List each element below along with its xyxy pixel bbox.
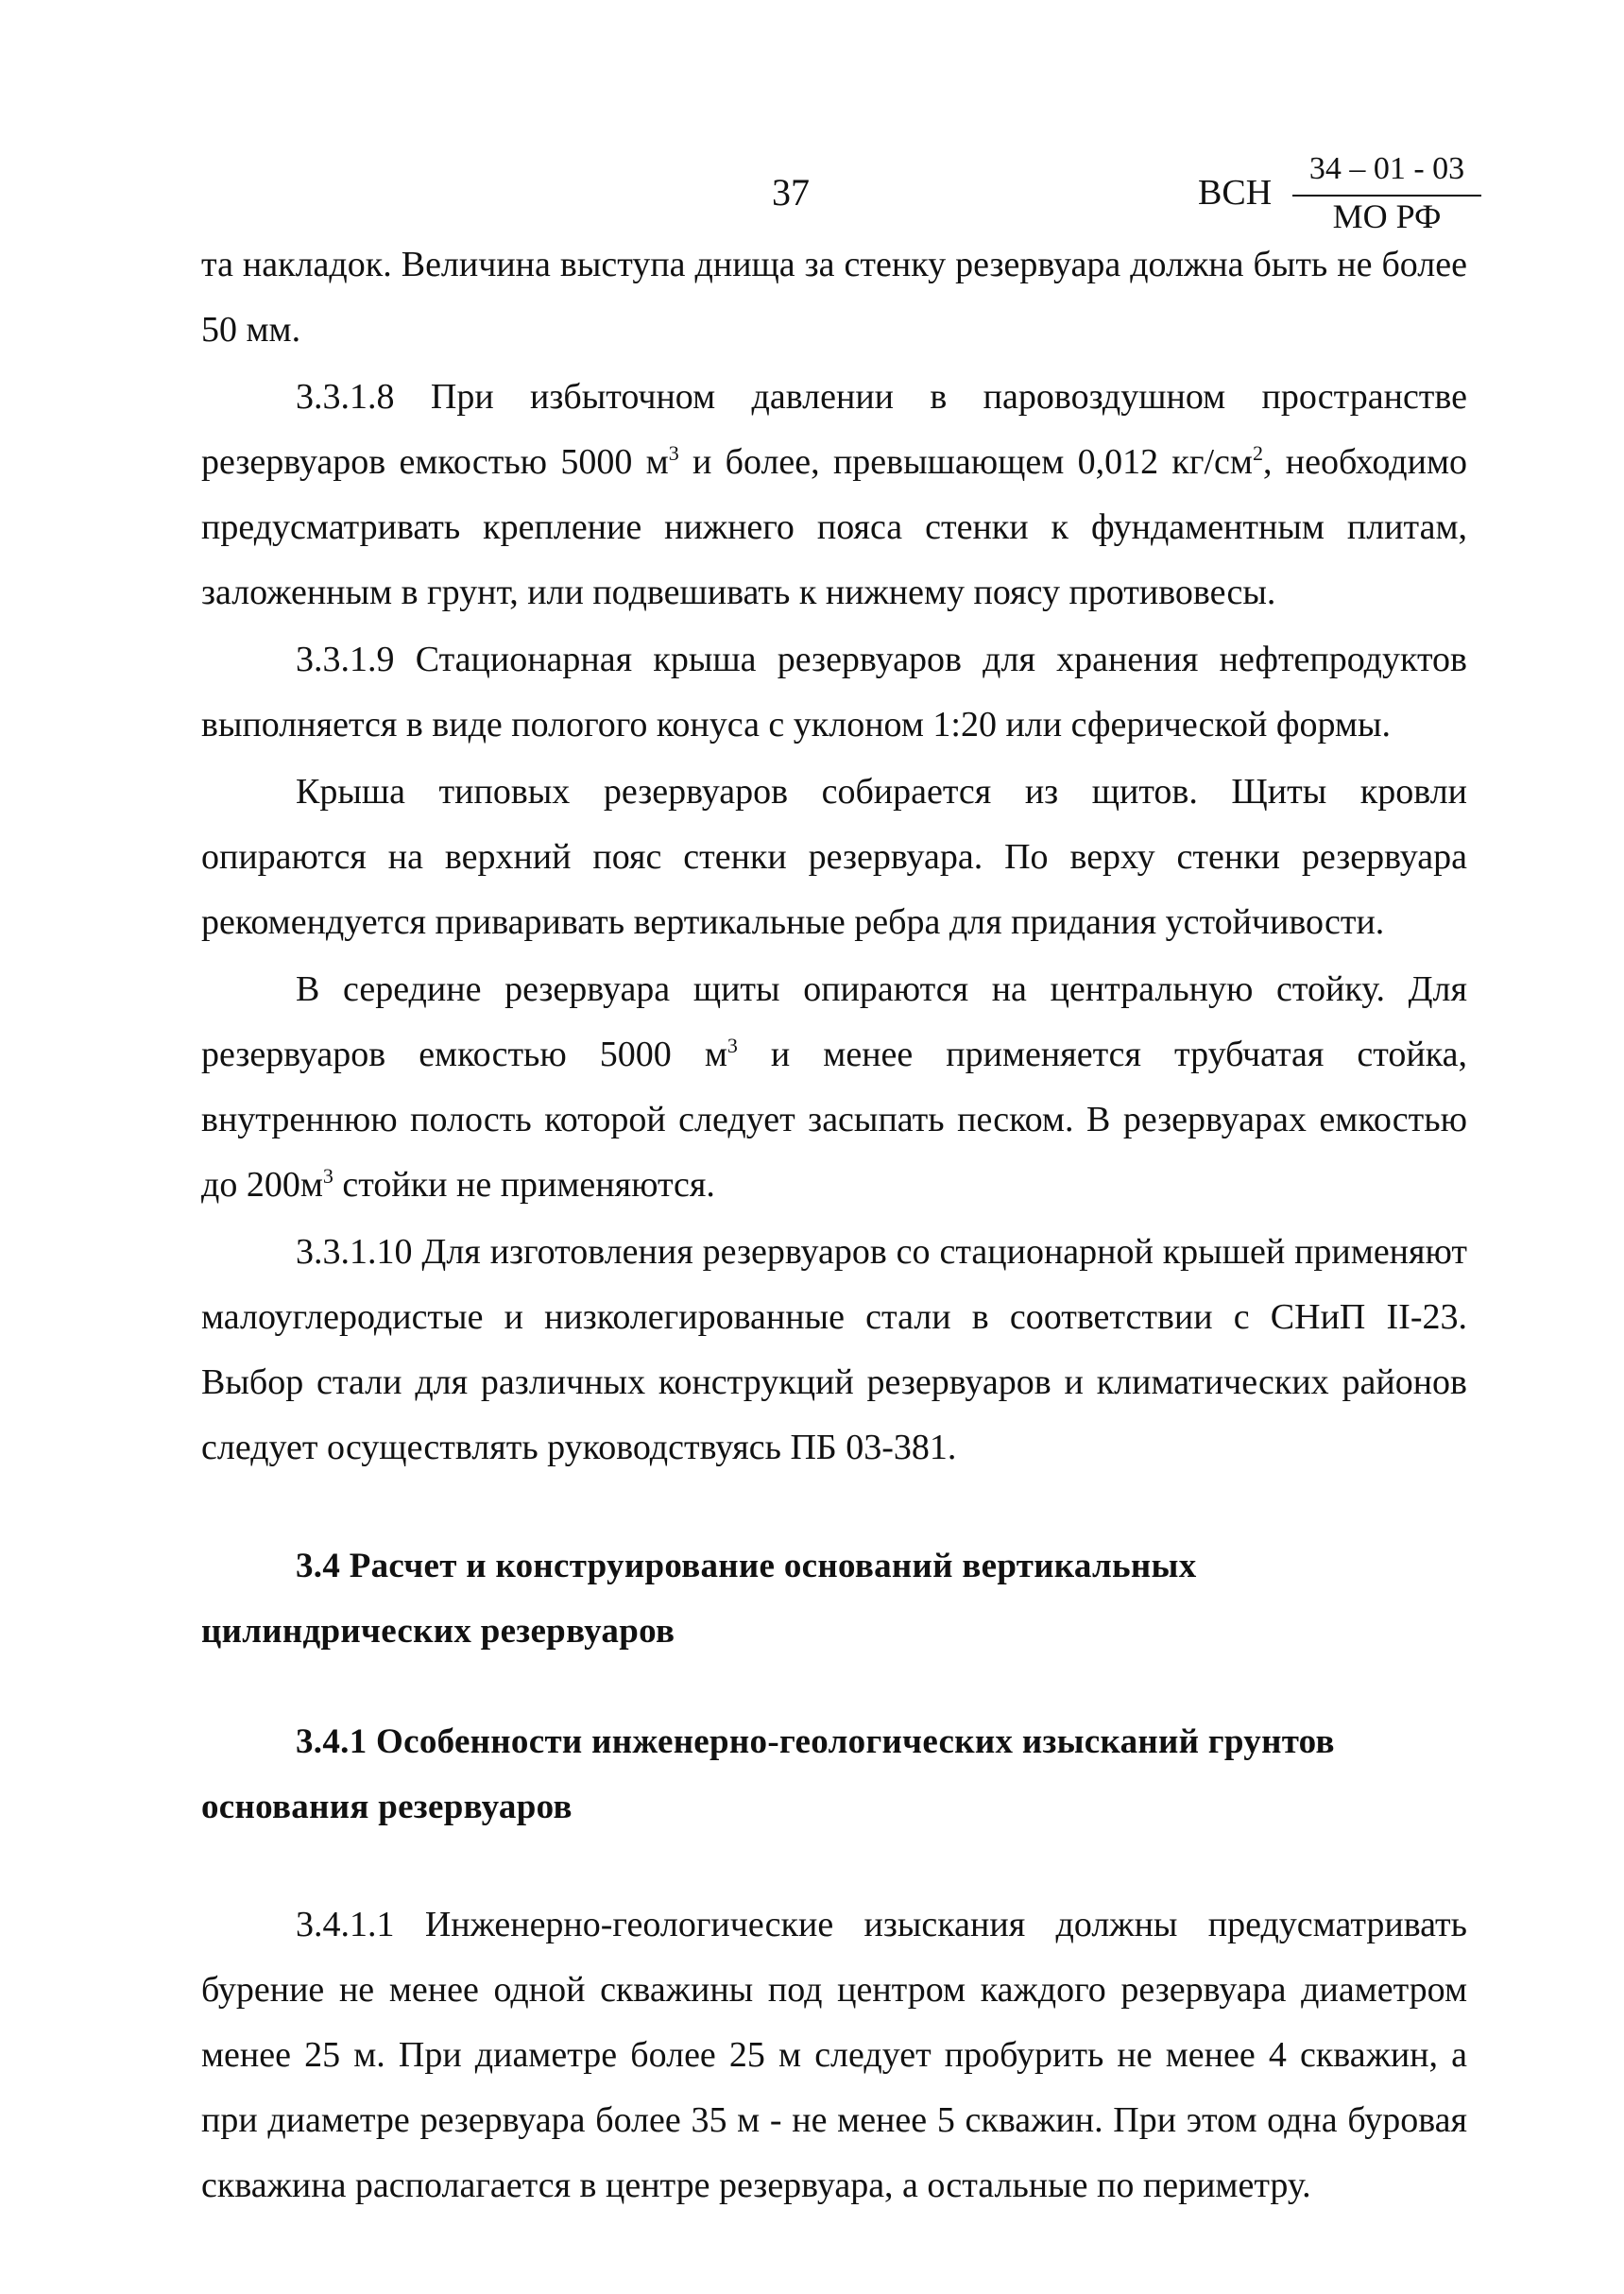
paragraph-3-4-1-1: 3.4.1.1 Инженерно-геологические изыскания должны предусматривать бурение не менее одной скважины под центром каждого резервуара диаметром менее 25 м. При диаметре более 25 м следует пробурить не менее 4 скважин, а при диаметре резервуара более 35 м - не менее 5 скважин. При этом одна буровая скважина располагается в центре резервуара, а остальные по периметру.	[201, 1905, 1467, 2205]
paragraph-3-3-1-8	[201, 365, 1467, 625]
paragraph-text: 3.3.1.8 При избыточном давлении в паровоздушном пространстве резервуаров емкостью 5000 м	[201, 377, 1467, 482]
paragraph-text: В середине резервуара щиты опираются на центральную стойку. Для резервуаров емкостью 5000 м	[201, 969, 1467, 1074]
paragraph-central-column	[201, 957, 1467, 1218]
body-text	[201, 232, 1467, 2218]
document-code	[1198, 151, 1481, 236]
paragraph-3-3-1-10: 3.3.1.10 Для изготовления резервуаров со стационарной крышей применяют малоуглеродистые и низколегированные стали в соответствии с СНиП II-23. Выбор стали для различных конструкций резервуаров и климатических районов следует осуществлять руководствуясь ПБ 03-381.	[201, 1232, 1467, 1467]
document-code-prefix: ВСН	[1198, 173, 1273, 213]
paragraph-continuation: та накладок. Величина выступа днища за стенку резервуара должна быть не более 50 мм.	[201, 245, 1467, 350]
paragraph-3-3-1-9: 3.3.1.9 Стационарная крыша резервуаров для хранения нефтепродуктов выполняется в виде пологого конуса с уклоном 1:20 или сферической формы.	[201, 640, 1467, 745]
superscript: 3	[668, 441, 679, 465]
document-code-organization: МО РФ	[1332, 197, 1442, 235]
paragraph-text: и менее применяется трубчатая стойка, внутреннюю полость которой следует засыпать песком. В резервуарах емкостью до 200м	[201, 1035, 1467, 1205]
section-heading-3-4-1: 3.4.1 Особенности инженерно-геологических изысканий грунтов основания резервуаров	[201, 1722, 1335, 1826]
document-code-number: 34 – 01 - 03	[1308, 151, 1465, 186]
paragraph-text: стойки не применяются.	[333, 1165, 715, 1205]
paragraph-roof-panels: Крыша типовых резервуаров собирается из щитов. Щиты кровли опираются на верхний пояс стенки резервуара. По верху стенки резервуара рекомендуется приваривать вертикальные ребра для придания устойчивости.	[201, 772, 1467, 942]
superscript: 2	[1252, 441, 1263, 465]
paragraph-text: и более, превышающем 0,012 кг/см	[678, 442, 1253, 482]
paragraph-text: , необходимо предусматривать крепление нижнего пояса стенки к фундаментным плитам, заложенным в грунт, или подвешивать к нижнему поясу противовесы.	[201, 442, 1467, 612]
page-number: 37	[772, 171, 810, 214]
superscript: 3	[322, 1164, 333, 1188]
superscript: 3	[727, 1034, 738, 1057]
section-heading-3-4: 3.4 Расчет и конструирование оснований вертикальных цилиндрических резервуаров	[201, 1547, 1197, 1651]
